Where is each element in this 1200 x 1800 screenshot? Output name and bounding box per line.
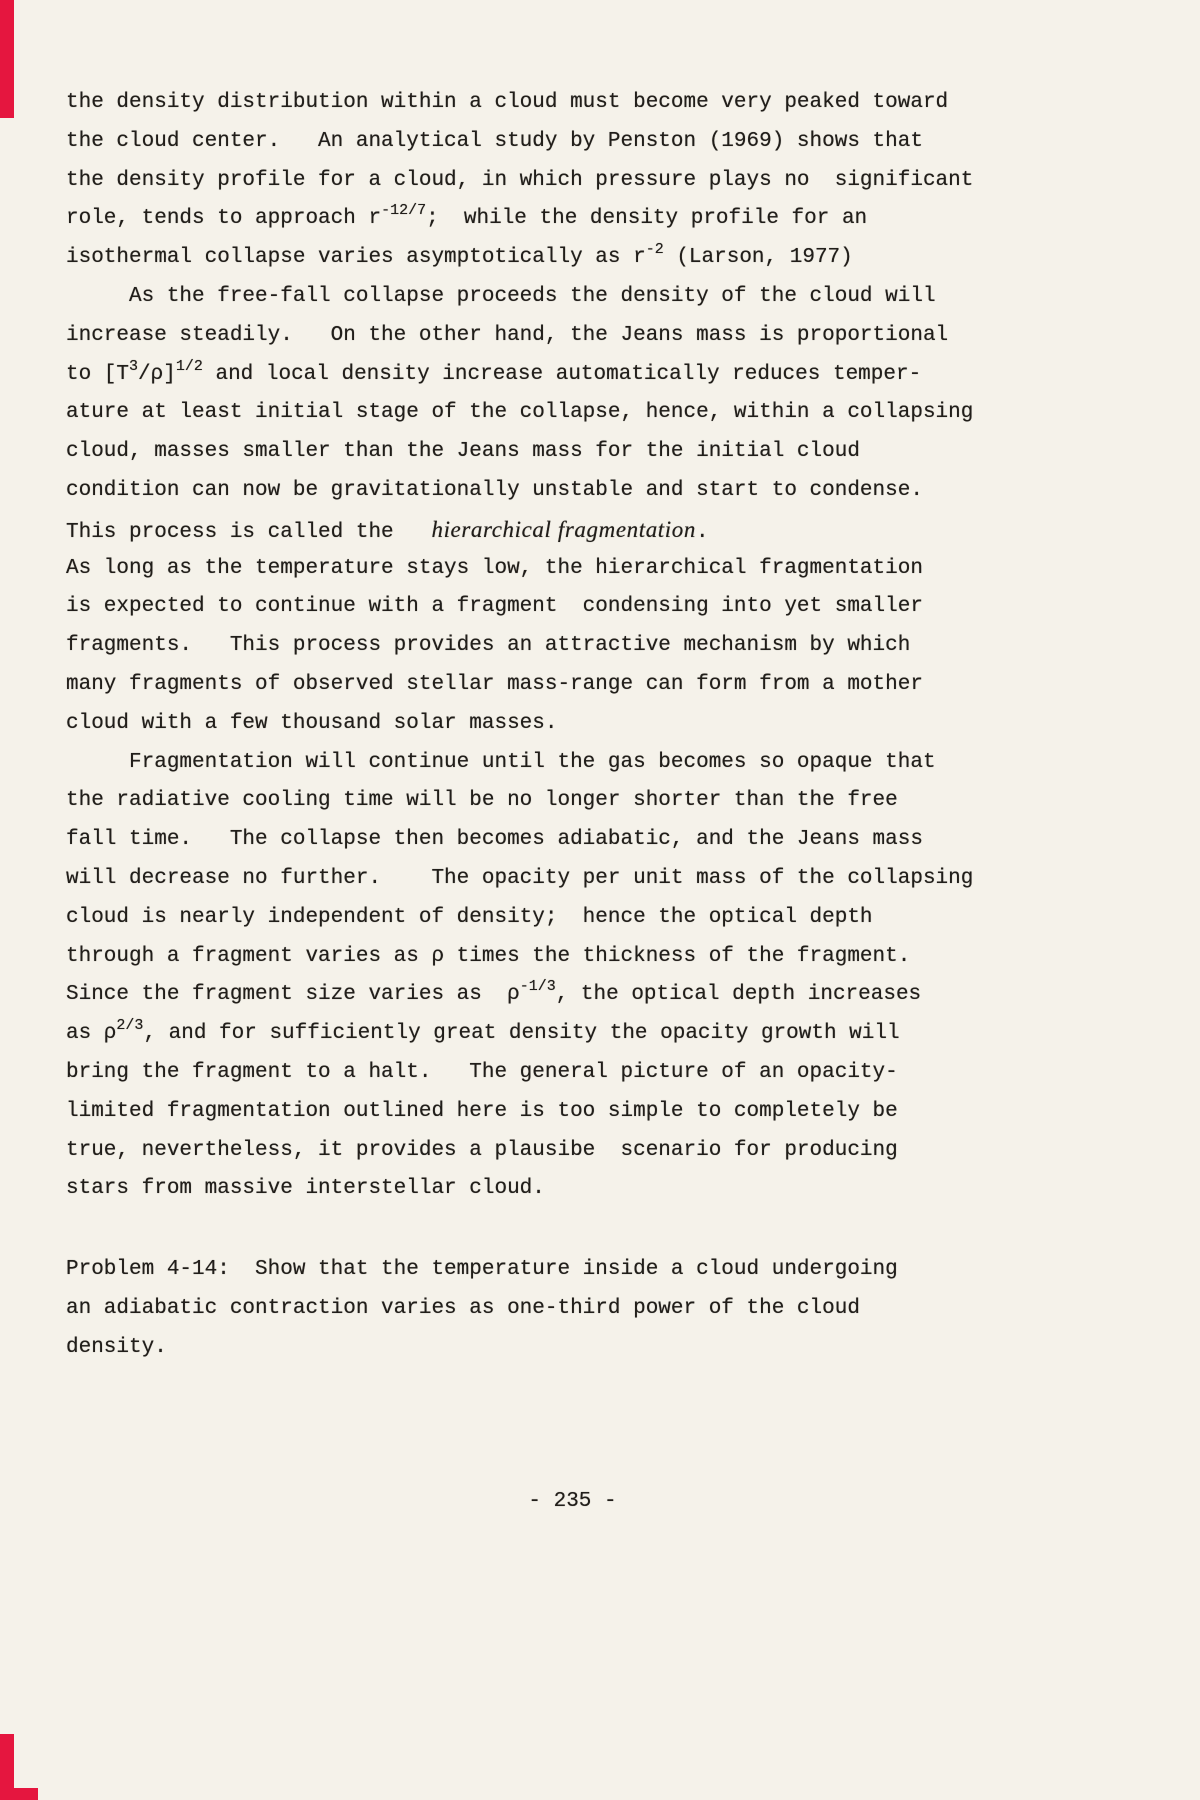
text-segment: the cloud center. An analytical study by Penston (1969) shows that <box>66 129 923 153</box>
text-segment: bring the fragment to a halt. The general picture of an opacity- <box>66 1060 898 1084</box>
text-segment: stars from massive interstellar cloud. <box>66 1177 545 1201</box>
text-segment: many fragments of observed stellar mass-range can form from a mother <box>66 672 923 696</box>
text-segment: through a fragment varies as ρ times the thickness of the fragment. <box>66 944 911 968</box>
text-line <box>66 84 1126 123</box>
text-segment: isothermal collapse varies asymptotically as r <box>66 246 646 270</box>
text-line <box>66 782 1126 821</box>
text-segment: and local density increase automatically reduces temper- <box>202 362 922 386</box>
text-segment: . <box>696 520 709 544</box>
text-line <box>66 550 1126 589</box>
text-segment: is expected to continue with a fragment condensing into yet smaller <box>66 595 923 619</box>
text-line <box>66 666 1126 705</box>
text-line <box>66 317 1126 356</box>
text-segment: the density distribution within a cloud must become very peaked toward <box>66 91 949 114</box>
text-segment: limited fragmentation outlined here is too simple to completely be <box>66 1099 898 1123</box>
text-segment: condition can now be gravitationally unstable and start to condense. <box>66 478 923 502</box>
text-segment: to [T <box>66 362 130 386</box>
text-line <box>66 356 1126 395</box>
text-segment: This process is called the <box>66 520 432 544</box>
text-line <box>66 1093 1126 1132</box>
text-segment: increase steadily. On the other hand, the Jeans mass is proportional <box>66 323 949 347</box>
text-line <box>66 938 1126 977</box>
text-line <box>66 1290 1126 1329</box>
text-line <box>66 278 1126 317</box>
text-segment: cloud with a few thousand solar masses. <box>66 711 558 735</box>
text-segment: density. <box>66 1335 167 1359</box>
superscript: 2/3 <box>116 1017 144 1035</box>
text-line <box>66 1132 1126 1171</box>
superscript: -1/3 <box>519 978 556 996</box>
superscript: 1/2 <box>175 357 203 375</box>
superscript: -2 <box>645 241 664 259</box>
text-segment: will decrease no further. The opacity per unit mass of the collapsing <box>66 866 974 890</box>
text-segment: ature at least initial stage of the collapse, hence, within a collapsing <box>66 401 974 425</box>
text-line <box>66 899 1126 938</box>
text-line <box>66 472 1126 511</box>
text-segment: role, tends to approach r <box>66 207 382 231</box>
page-number: - 235 - <box>528 1490 617 1513</box>
superscript: 3 <box>129 357 139 375</box>
text-line <box>66 1251 1126 1290</box>
text-segment: the density profile for a cloud, in which pressure plays no significant <box>66 168 974 192</box>
text-line <box>66 1054 1126 1093</box>
italic-term: hierarchical fragmentation <box>431 516 696 542</box>
text-segment: (Larson, 1977) <box>663 246 853 270</box>
text-segment: cloud is nearly independent of density; hence the optical depth <box>66 905 873 929</box>
text-line <box>66 1329 1126 1368</box>
scan-artifact-top-left <box>0 0 14 118</box>
text-line <box>66 123 1126 162</box>
text-line <box>66 705 1126 744</box>
text-line <box>66 162 1126 201</box>
text-segment: as ρ <box>66 1022 117 1046</box>
text-segment: Fragmentation will continue until the gas becomes so opaque that <box>66 750 936 774</box>
text-line <box>66 976 1126 1015</box>
text-segment: the radiative cooling time will be no longer shorter than the free <box>66 789 898 813</box>
text-line <box>66 744 1126 783</box>
text-line <box>66 433 1126 472</box>
text-segment: fragments. This process provides an attractive mechanism by which <box>66 634 911 658</box>
text-segment: , and for sufficiently great density the opacity growth will <box>143 1022 900 1046</box>
text-line <box>66 1170 1126 1209</box>
text-line <box>66 627 1126 666</box>
text-segment: Since the fragment size varies as ρ <box>66 983 520 1007</box>
text-segment: an adiabatic contraction varies as one-third power of the cloud <box>66 1296 860 1320</box>
text-block <box>66 84 1126 1368</box>
text-segment: As the free-fall collapse proceeds the density of the cloud will <box>66 284 936 308</box>
superscript: -12/7 <box>381 202 427 220</box>
text-line <box>66 394 1126 433</box>
text-line <box>66 860 1126 899</box>
text-segment: cloud, masses smaller than the Jeans mass for the initial cloud <box>66 440 860 464</box>
text-segment: /ρ] <box>138 362 176 386</box>
text-line <box>66 821 1126 860</box>
text-segment: Problem 4-14: Show that the temperature inside a cloud undergoing <box>66 1258 898 1282</box>
text-segment: fall time. The collapse then becomes adiabatic, and the Jeans mass <box>66 828 923 852</box>
text-line <box>66 511 1126 550</box>
text-segment: , the optical depth increases <box>555 983 922 1007</box>
text-segment: true, nevertheless, it provides a plausibe scenario for producing <box>66 1138 898 1162</box>
text-segment: As long as the temperature stays low, the hierarchical fragmentation <box>66 556 923 580</box>
text-line <box>66 588 1126 627</box>
text-line <box>66 1015 1126 1054</box>
text-line <box>66 239 1126 278</box>
text-segment: ; while the density profile for an <box>426 207 868 231</box>
text-line <box>66 200 1126 239</box>
scan-artifact-bottom-corner <box>0 1788 38 1800</box>
